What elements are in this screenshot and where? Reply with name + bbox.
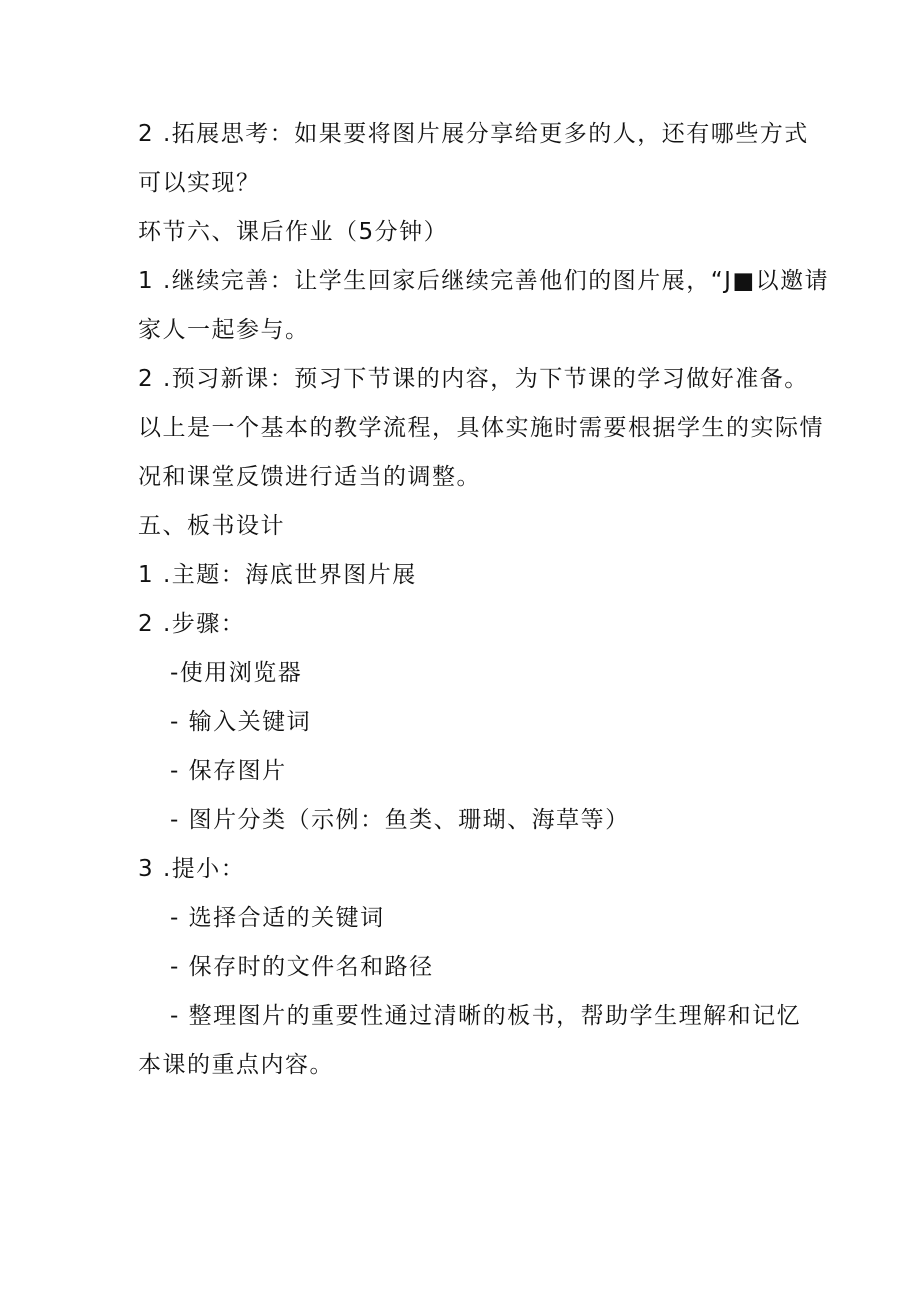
list-item: - 图片分类（示例：鱼类、珊瑚、海草等）: [170, 807, 630, 833]
document-body: [138, 110, 830, 1090]
text-line: 可以实现？: [138, 170, 261, 196]
list-item: - 选择合适的关键词: [170, 905, 385, 931]
text-line: 1 .主题：海底世界图片展: [138, 562, 417, 588]
text-line: 况和课堂反馈进行适当的调整。: [138, 464, 481, 490]
text-line: 以上是一个基本的教学流程，具体实施时需要根据学生的实际情: [138, 415, 824, 441]
text-line: 3 .提小：: [138, 856, 246, 882]
text-line: 2 .预习新课：预习下节课的内容，为下节课的学习做好准备。: [138, 366, 809, 392]
text-line: 2 .拓展思考：如果要将图片展分享给更多的人，还有哪些方式: [138, 121, 809, 147]
text-line: 2 .步骤：: [138, 611, 246, 637]
list-item: - 输入关键词: [170, 709, 312, 735]
text-line: 家人一起参与。: [138, 317, 310, 343]
text-line: 1 .继续完善：让学生回家后继续完善他们的图片展，“J■以邀请: [138, 268, 830, 294]
section-heading: 环节六、课后作业（5分钟）: [138, 219, 449, 245]
list-item: - 保存图片: [170, 758, 287, 784]
section-heading: 五、板书设计: [138, 513, 285, 539]
list-item: -使用浏览器: [170, 660, 303, 686]
text-line: 本课的重点内容。: [138, 1052, 334, 1078]
list-item: - 保存时的文件名和路径: [170, 954, 434, 980]
list-item: - 整理图片的重要性通过清晰的板书，帮助学生理解和记忆: [170, 1003, 802, 1029]
